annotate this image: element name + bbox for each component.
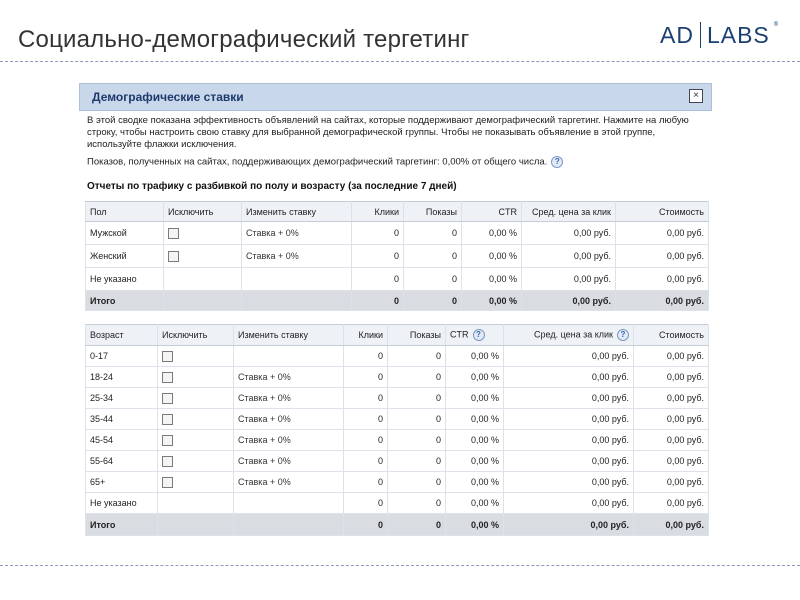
col-header[interactable]: Исключить xyxy=(164,202,242,222)
avg-cpc-cell: 0,00 руб. xyxy=(504,493,634,514)
bid-adjust-cell[interactable] xyxy=(234,409,344,430)
dialog-title: Демографические ставки xyxy=(92,90,244,104)
avg-cpc-cell: 0,00 руб. xyxy=(522,245,616,268)
table-row[interactable] xyxy=(86,245,709,268)
clicks-cell: 0 xyxy=(352,268,404,291)
row-label: Женский xyxy=(86,245,164,268)
ctr-cell: 0,00 % xyxy=(462,222,522,245)
total-empty xyxy=(164,291,242,311)
logo-separator xyxy=(700,22,701,48)
ctr-cell: 0,00 % xyxy=(462,245,522,268)
ctr-cell: 0,00 % xyxy=(446,409,504,430)
intro-text: В этой сводке показана эффективность объявлений на сайтах, которые поддерживают демографический таргетинг. Нажмите на любую строку, чтобы настроить свою ставку для выбранной демографической группы. Чтобы не показывать объявление в этой группе, используйте флажки исключения. xyxy=(87,115,689,150)
exclude-cell xyxy=(158,367,234,388)
total-row xyxy=(86,291,709,311)
col-header[interactable]: Пол xyxy=(86,202,164,222)
close-icon[interactable]: × xyxy=(689,89,703,103)
ctr-cell: 0,00 % xyxy=(462,268,522,291)
total-clicks: 0 xyxy=(352,291,404,311)
top-divider xyxy=(0,61,800,62)
table-header-row xyxy=(86,325,709,346)
cost-cell: 0,00 руб. xyxy=(616,222,709,245)
col-header[interactable]: Возраст xyxy=(86,325,158,346)
table-row[interactable] xyxy=(86,346,709,367)
clicks-cell: 0 xyxy=(344,388,388,409)
table-row[interactable] xyxy=(86,222,709,245)
total-empty xyxy=(234,514,344,536)
avg-cpc-cell: 0,00 руб. xyxy=(504,451,634,472)
col-header[interactable] xyxy=(446,325,504,346)
clicks-cell: 0 xyxy=(344,346,388,367)
demographic-bids-dialog xyxy=(79,83,714,548)
bid-adjust-link[interactable]: Ставка + 0% xyxy=(238,414,291,424)
table-row[interactable] xyxy=(86,430,709,451)
exclude-cell xyxy=(158,388,234,409)
logo-text-left: AD xyxy=(660,22,694,48)
exclude-checkbox[interactable] xyxy=(168,228,179,239)
avg-cpc-cell: 0,00 руб. xyxy=(504,472,634,493)
exclude-checkbox[interactable] xyxy=(162,393,173,404)
col-header[interactable]: Показы xyxy=(388,325,446,346)
bid-adjust-cell[interactable] xyxy=(234,493,344,514)
avg-cpc-cell: 0,00 руб. xyxy=(504,409,634,430)
table-row[interactable] xyxy=(86,388,709,409)
gender-table xyxy=(85,201,709,311)
bid-adjust-link[interactable]: Ставка + 0% xyxy=(238,393,291,403)
bid-adjust-cell[interactable] xyxy=(242,245,352,268)
bid-adjust-link[interactable]: Ставка + 0% xyxy=(238,456,291,466)
exclude-checkbox[interactable] xyxy=(162,435,173,446)
ctr-cell: 0,00 % xyxy=(446,493,504,514)
cost-cell: 0,00 руб. xyxy=(634,367,709,388)
cost-cell: 0,00 руб. xyxy=(634,346,709,367)
total-clicks: 0 xyxy=(344,514,388,536)
cost-cell: 0,00 руб. xyxy=(616,268,709,291)
clicks-cell: 0 xyxy=(344,409,388,430)
impressions-cell: 0 xyxy=(404,268,462,291)
exclude-checkbox[interactable] xyxy=(162,477,173,488)
cost-cell: 0,00 руб. xyxy=(634,472,709,493)
table-header-row xyxy=(86,202,709,222)
col-header[interactable]: Исключить xyxy=(158,325,234,346)
table-row[interactable] xyxy=(86,451,709,472)
total-impressions: 0 xyxy=(404,291,462,311)
dialog-header xyxy=(79,83,712,111)
avg-cpc-cell: 0,00 руб. xyxy=(504,346,634,367)
help-icon[interactable]: ? xyxy=(617,329,629,341)
ctr-cell: 0,00 % xyxy=(446,388,504,409)
exclude-cell xyxy=(164,222,242,245)
help-icon[interactable]: ? xyxy=(473,329,485,341)
total-label: Итого xyxy=(86,514,158,536)
exclude-checkbox[interactable] xyxy=(162,372,173,383)
row-label: 0-17 xyxy=(86,346,158,367)
col-header[interactable]: Стоимость xyxy=(616,202,709,222)
exclude-checkbox[interactable] xyxy=(168,251,179,262)
bid-adjust-cell[interactable] xyxy=(234,472,344,493)
row-label: Не указано xyxy=(86,268,164,291)
impressions-cell: 0 xyxy=(388,409,446,430)
clicks-cell: 0 xyxy=(352,245,404,268)
bottom-divider xyxy=(0,565,800,566)
impressions-cell: 0 xyxy=(388,493,446,514)
col-header[interactable]: CTR xyxy=(462,202,522,222)
clicks-cell: 0 xyxy=(352,222,404,245)
bid-adjust-link[interactable]: Ставка + 0% xyxy=(238,372,291,382)
clicks-cell: 0 xyxy=(344,472,388,493)
row-label: 65+ xyxy=(86,472,158,493)
col-header[interactable]: Изменить ставку xyxy=(242,202,352,222)
bid-adjust-cell[interactable] xyxy=(234,367,344,388)
ctr-cell: 0,00 % xyxy=(446,346,504,367)
impressions-cell: 0 xyxy=(388,430,446,451)
age-table xyxy=(85,324,709,536)
impressions-cell: 0 xyxy=(388,367,446,388)
cost-cell: 0,00 руб. xyxy=(634,451,709,472)
avg-cpc-cell: 0,00 руб. xyxy=(504,388,634,409)
help-icon[interactable]: ? xyxy=(551,156,563,168)
bid-adjust-link[interactable]: Ставка + 0% xyxy=(238,435,291,445)
ctr-cell: 0,00 % xyxy=(446,472,504,493)
clicks-cell: 0 xyxy=(344,430,388,451)
cost-cell: 0,00 руб. xyxy=(634,493,709,514)
bid-adjust-cell[interactable] xyxy=(234,388,344,409)
exclude-cell xyxy=(158,430,234,451)
bid-adjust-link[interactable]: Ставка + 0% xyxy=(238,477,291,487)
exclude-checkbox[interactable] xyxy=(162,456,173,467)
slide-title: Социально-демографический тергетинг xyxy=(18,26,470,53)
row-label: 35-44 xyxy=(86,409,158,430)
total-ctr: 0,00 % xyxy=(462,291,522,311)
bid-adjust-link[interactable]: Ставка + 0% xyxy=(246,228,299,238)
table-row[interactable] xyxy=(86,268,709,291)
adlabs-logo xyxy=(660,22,779,49)
report-title: Отчеты по трафику с разбивкой по полу и возрасту (за последние 7 дней) xyxy=(87,181,457,192)
total-empty xyxy=(158,514,234,536)
bid-adjust-cell[interactable] xyxy=(234,451,344,472)
bid-adjust-cell[interactable] xyxy=(242,222,352,245)
bid-adjust-link[interactable]: Ставка + 0% xyxy=(246,251,299,261)
col-header[interactable]: Показы xyxy=(404,202,462,222)
total-avg-cpc: 0,00 руб. xyxy=(504,514,634,536)
col-header[interactable]: Стоимость xyxy=(634,325,709,346)
logo-text-right: LABS xyxy=(706,22,770,48)
row-label: 55-64 xyxy=(86,451,158,472)
total-avg-cpc: 0,00 руб. xyxy=(522,291,616,311)
cost-cell: 0,00 руб. xyxy=(634,409,709,430)
cost-cell: 0,00 руб. xyxy=(634,430,709,451)
exclude-cell xyxy=(158,493,234,514)
exclude-cell xyxy=(158,346,234,367)
avg-cpc-cell: 0,00 руб. xyxy=(522,222,616,245)
cost-cell: 0,00 руб. xyxy=(634,388,709,409)
exclude-cell xyxy=(158,409,234,430)
col-header[interactable] xyxy=(504,325,634,346)
impressions-cell: 0 xyxy=(404,245,462,268)
table-row[interactable] xyxy=(86,367,709,388)
col-header[interactable]: Клики xyxy=(344,325,388,346)
avg-cpc-cell: 0,00 руб. xyxy=(522,268,616,291)
table-row[interactable] xyxy=(86,409,709,430)
ctr-header-label: CTR xyxy=(450,329,469,340)
bid-adjust-cell[interactable] xyxy=(242,268,352,291)
bid-adjust-cell[interactable] xyxy=(234,346,344,367)
ctr-cell: 0,00 % xyxy=(446,367,504,388)
ctr-cell: 0,00 % xyxy=(446,451,504,472)
clicks-cell: 0 xyxy=(344,367,388,388)
avg-cpc-cell: 0,00 руб. xyxy=(504,367,634,388)
exclude-cell xyxy=(158,472,234,493)
exclude-cell xyxy=(164,245,242,268)
impressions-cell: 0 xyxy=(404,222,462,245)
summary-text: Показов, полученных на сайтах, поддерживающих демографический таргетинг: 0,00% от общего числа. xyxy=(87,156,548,168)
impressions-cell: 0 xyxy=(388,388,446,409)
total-row xyxy=(86,514,709,536)
ctr-cell: 0,00 % xyxy=(446,430,504,451)
total-cost: 0,00 руб. xyxy=(634,514,709,536)
exclude-cell xyxy=(158,451,234,472)
total-impressions: 0 xyxy=(388,514,446,536)
clicks-cell: 0 xyxy=(344,451,388,472)
total-cost: 0,00 руб. xyxy=(616,291,709,311)
table-row[interactable] xyxy=(86,472,709,493)
row-label: 18-24 xyxy=(86,367,158,388)
impressions-cell: 0 xyxy=(388,451,446,472)
summary-line xyxy=(87,156,563,168)
exclude-cell xyxy=(164,268,242,291)
row-label: Не указано xyxy=(86,493,158,514)
cost-cell: 0,00 руб. xyxy=(616,245,709,268)
col-header[interactable]: Сред. цена за клик xyxy=(522,202,616,222)
bid-adjust-cell[interactable] xyxy=(234,430,344,451)
row-label: 25-34 xyxy=(86,388,158,409)
impressions-cell: 0 xyxy=(388,346,446,367)
impressions-cell: 0 xyxy=(388,472,446,493)
row-label: Мужской xyxy=(86,222,164,245)
avg-cpc-cell: 0,00 руб. xyxy=(504,430,634,451)
total-empty xyxy=(242,291,352,311)
table-row[interactable] xyxy=(86,493,709,514)
logo-trademark: ® xyxy=(773,22,780,28)
col-header[interactable]: Изменить ставку xyxy=(234,325,344,346)
exclude-checkbox[interactable] xyxy=(162,414,173,425)
total-ctr: 0,00 % xyxy=(446,514,504,536)
exclude-checkbox[interactable] xyxy=(162,351,173,362)
col-header[interactable]: Клики xyxy=(352,202,404,222)
cpc-header-label: Сред. цена за клик xyxy=(534,329,613,340)
total-label: Итого xyxy=(86,291,164,311)
row-label: 45-54 xyxy=(86,430,158,451)
clicks-cell: 0 xyxy=(344,493,388,514)
